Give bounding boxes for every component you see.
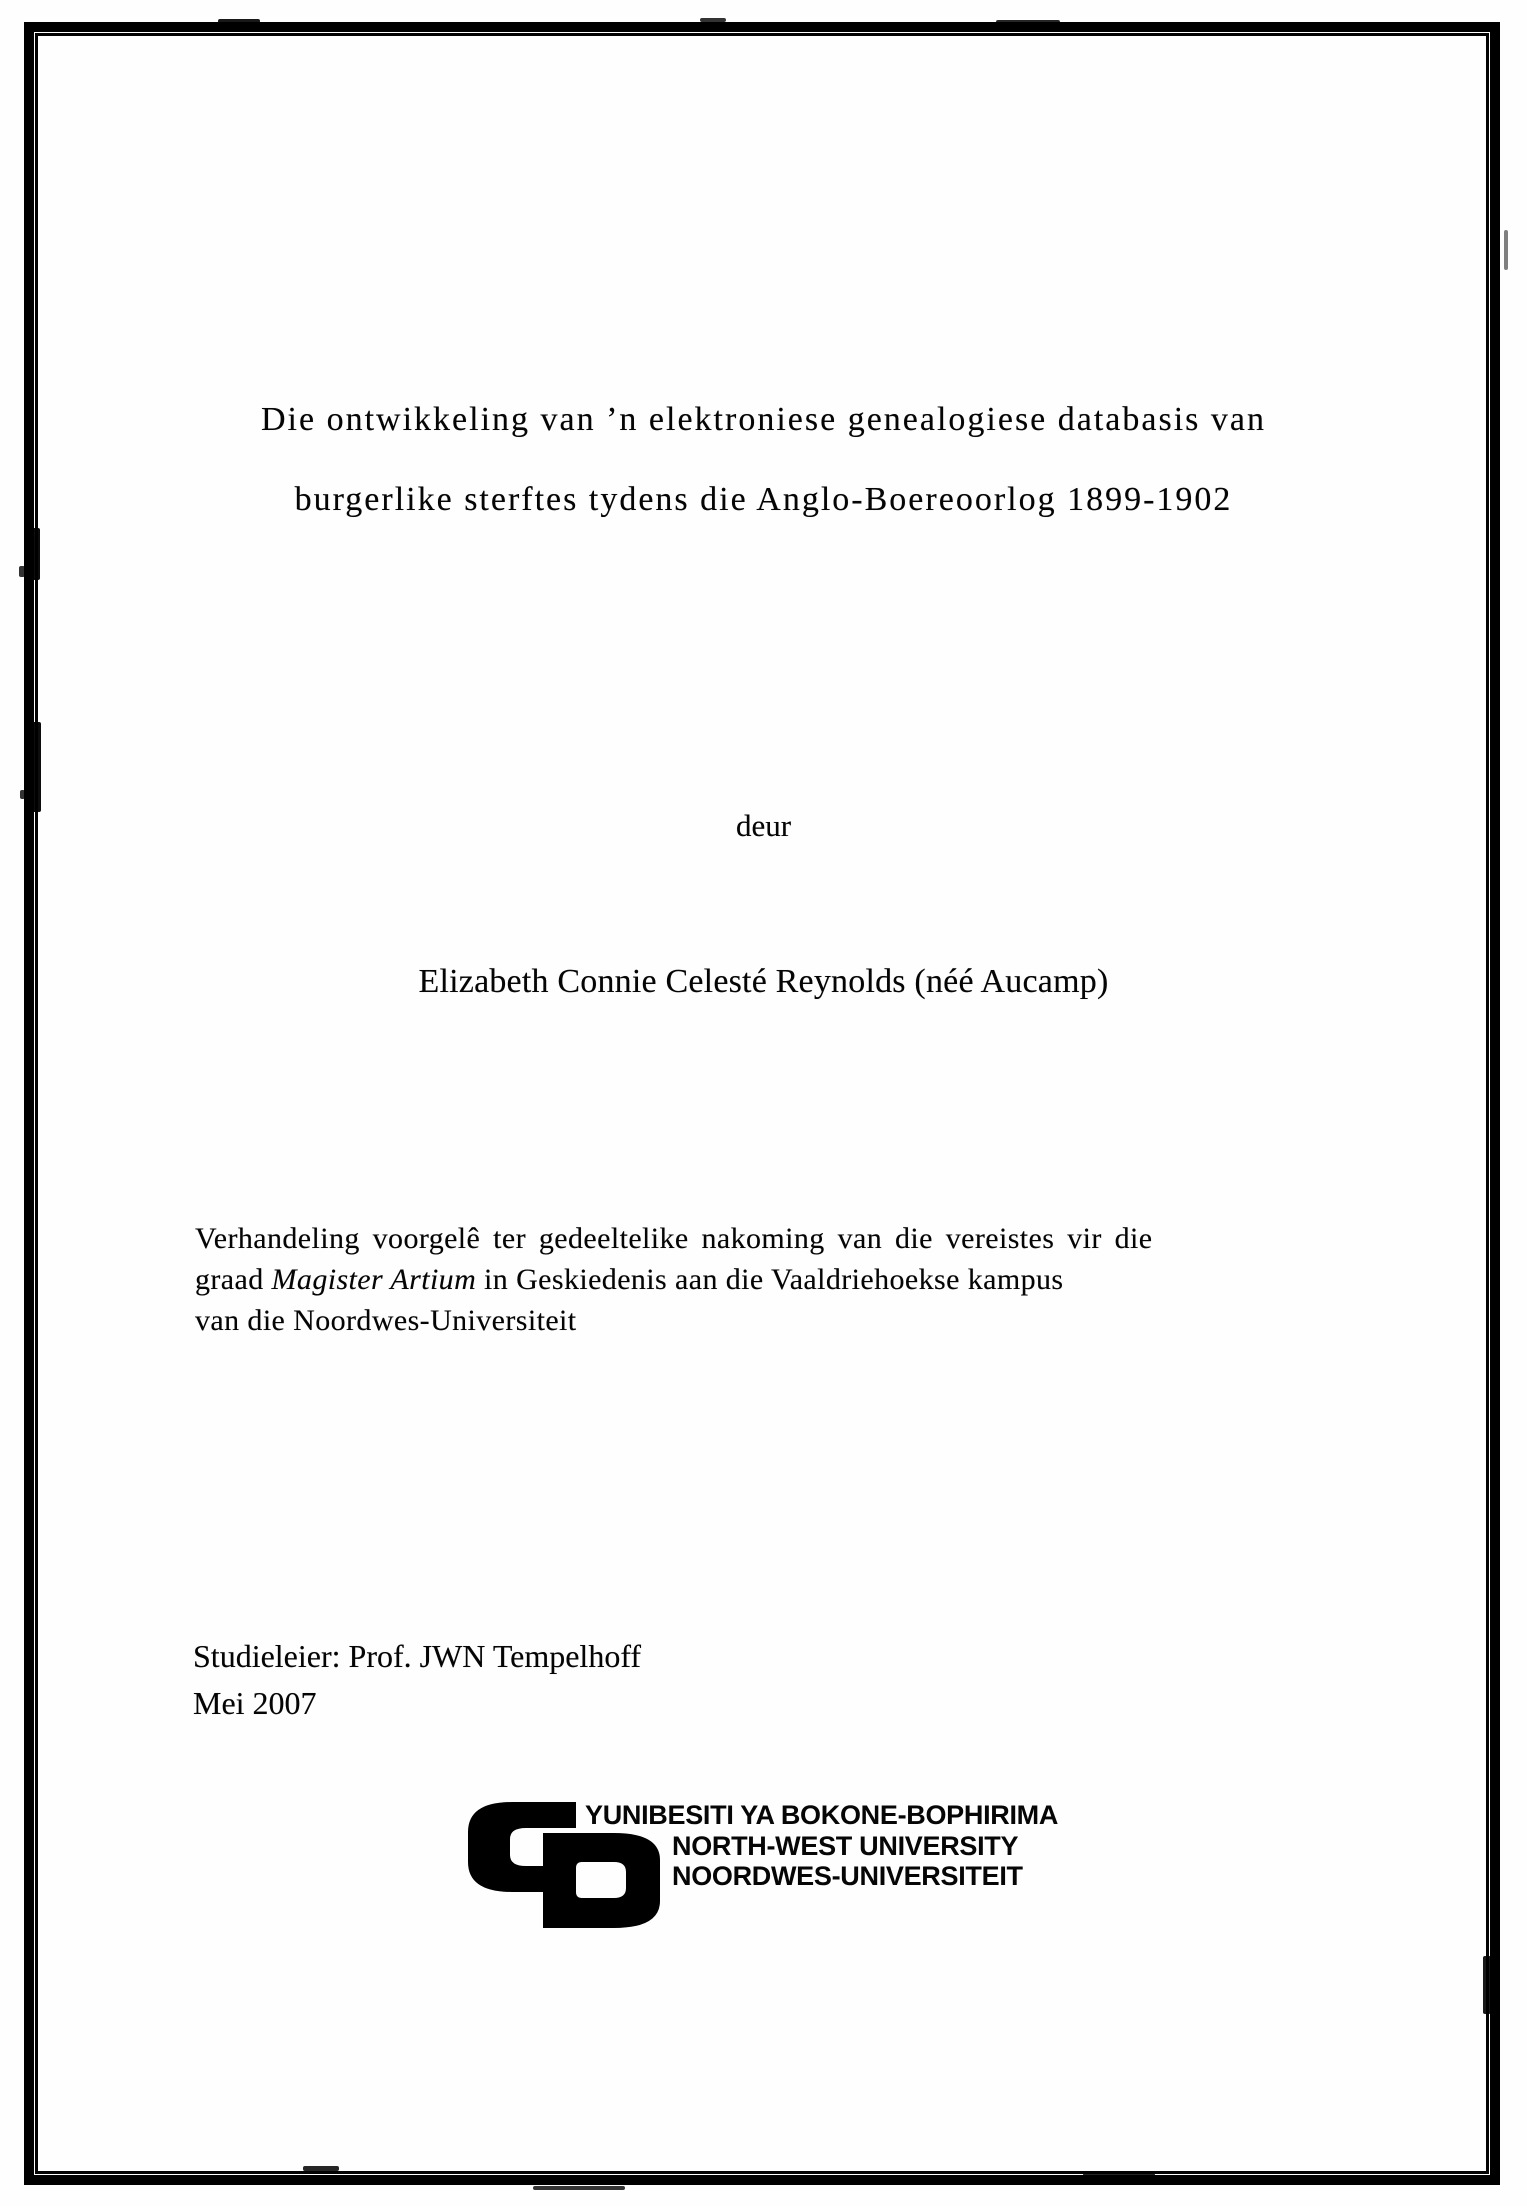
byline-deur: deur <box>735 808 792 843</box>
scan-artifact <box>218 19 260 24</box>
scan-artifact <box>19 566 25 577</box>
declaration-line-2 <box>195 1259 1332 1300</box>
scan-artifact <box>1483 1956 1491 2014</box>
scan-artifact <box>1504 230 1508 270</box>
scan-artifact <box>30 722 41 812</box>
declaration-line-2-pre: graad <box>195 1263 272 1296</box>
scan-artifact <box>1083 2171 1155 2176</box>
declaration-line-1: Verhandeling voorgelê ter gedeeltelike nakoming van die vereistes vir die <box>195 1222 1153 1255</box>
logo-text-line-1: YUNIBESITI YA BOKONE-BOPHIRIMA <box>585 1800 1059 1830</box>
date-line: Mei 2007 <box>193 1685 317 1721</box>
supervisor-line: Studieleier: Prof. JWN Tempelhoff <box>193 1638 642 1674</box>
scan-artifact <box>533 2186 625 2190</box>
degree-name-italic: Magister Artium <box>271 1263 477 1296</box>
scan-artifact <box>31 528 40 580</box>
thesis-title-line-1: Die ontwikkeling van ’n elektroniese genealogiese databasis van <box>261 401 1266 438</box>
declaration-line-2-post: in Geskiedenis aan die Vaaldriehoekse kampus <box>476 1263 1064 1296</box>
scan-artifact <box>303 2166 339 2171</box>
declaration-line-3: van die Noordwes-Universiteit <box>195 1304 577 1337</box>
thesis-title <box>80 380 1447 540</box>
supervisor-block <box>193 1633 641 1727</box>
scan-artifact <box>20 790 25 799</box>
logo-text-line-3: NOORDWES-UNIVERSITEIT <box>672 1861 1023 1891</box>
logo-text-line-2: NORTH-WEST UNIVERSITY <box>672 1831 1019 1861</box>
author-name: Elizabeth Connie Celesté Reynolds (néé Aucamp) <box>418 963 1109 1000</box>
degree-declaration <box>195 1218 1332 1341</box>
scan-artifact <box>996 20 1060 24</box>
thesis-title-line-2: burgerlike sterftes tydens die Anglo-Boereoorlog 1899-1902 <box>294 481 1233 518</box>
scan-artifact <box>700 18 726 22</box>
